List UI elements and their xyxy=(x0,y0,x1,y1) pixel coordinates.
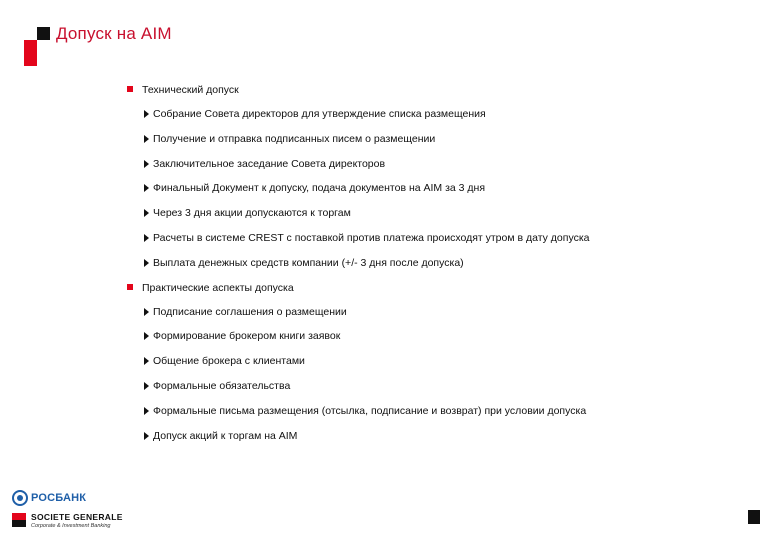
title-decor-square-red xyxy=(24,53,37,66)
societe-generale-flag-icon xyxy=(12,513,26,527)
list-item xyxy=(120,226,590,251)
page-title: Допуск на AIM xyxy=(56,24,172,43)
square-bullet-icon xyxy=(127,284,133,290)
section-technical xyxy=(120,78,590,102)
list-item xyxy=(120,201,590,226)
list-item-label: Формирование брокером книги заявок xyxy=(153,330,341,343)
list-item xyxy=(120,349,590,374)
slide-content xyxy=(120,78,590,448)
list-item xyxy=(120,399,590,424)
list-item-label: Общение брокера с клиентами xyxy=(153,355,305,368)
section-label: Практические аспекты допуска xyxy=(142,281,294,294)
list-item-label: Получение и отправка подписанных писем о размещении xyxy=(153,132,436,145)
arrow-bullet-icon xyxy=(144,432,149,440)
list-item-label: Финальный Документ к допуску, подача документов на AIM за 3 дня xyxy=(153,182,486,195)
list-item xyxy=(120,102,590,127)
rosbank-logo-text: РОСБАНК xyxy=(31,492,87,504)
arrow-bullet-icon xyxy=(144,259,149,267)
arrow-bullet-icon xyxy=(144,234,149,242)
societe-generale-logo-text: SOCIETE GENERALE xyxy=(31,512,123,522)
societe-generale-logo xyxy=(12,513,123,529)
list-item-label: Формальные письма размещения (отсылка, подписание и возврат) при условии допуска xyxy=(153,404,587,417)
section-practical xyxy=(120,276,590,300)
list-item-label: Формальные обязательства xyxy=(153,379,291,392)
rosbank-logo xyxy=(12,490,86,506)
list-item-label: Расчеты в системе CREST с поставкой против платежа происходят утром в дату допуска xyxy=(153,231,590,244)
arrow-bullet-icon xyxy=(144,135,149,143)
arrow-bullet-icon xyxy=(144,308,149,316)
arrow-bullet-icon xyxy=(144,382,149,390)
title-decor-square-black xyxy=(37,27,50,40)
square-bullet-icon xyxy=(127,86,133,92)
arrow-bullet-icon xyxy=(144,332,149,340)
list-item xyxy=(120,127,590,152)
societe-generale-subtitle: Corporate & Investment Banking xyxy=(31,522,111,529)
rosbank-emblem-icon xyxy=(12,490,28,506)
title-decor-square-red xyxy=(24,40,37,53)
list-item xyxy=(120,324,590,349)
list-item xyxy=(120,176,590,201)
list-item-label: Выплата денежных средств компании (+/- 3 дня после допуска) xyxy=(153,256,464,269)
arrow-bullet-icon xyxy=(144,357,149,365)
list-item-label: Собрание Совета директоров для утверждение списка размещения xyxy=(153,108,486,120)
list-item-label: Через 3 дня акции допускаются к торгам xyxy=(153,207,351,220)
arrow-bullet-icon xyxy=(144,209,149,217)
arrow-bullet-icon xyxy=(144,110,149,118)
list-item xyxy=(120,152,590,177)
arrow-bullet-icon xyxy=(144,160,149,168)
list-item xyxy=(120,251,590,276)
list-item xyxy=(120,424,590,449)
arrow-bullet-icon xyxy=(144,184,149,192)
list-item-label: Допуск акций к торгам на AIM xyxy=(153,429,298,442)
list-item xyxy=(120,300,590,325)
page-corner-mark xyxy=(748,510,760,524)
arrow-bullet-icon xyxy=(144,407,149,415)
list-item-label: Заключительное заседание Совета директоров xyxy=(153,157,386,170)
list-item-label: Подписание соглашения о размещении xyxy=(153,305,347,318)
list-item xyxy=(120,374,590,399)
section-label: Технический допуск xyxy=(142,84,239,96)
